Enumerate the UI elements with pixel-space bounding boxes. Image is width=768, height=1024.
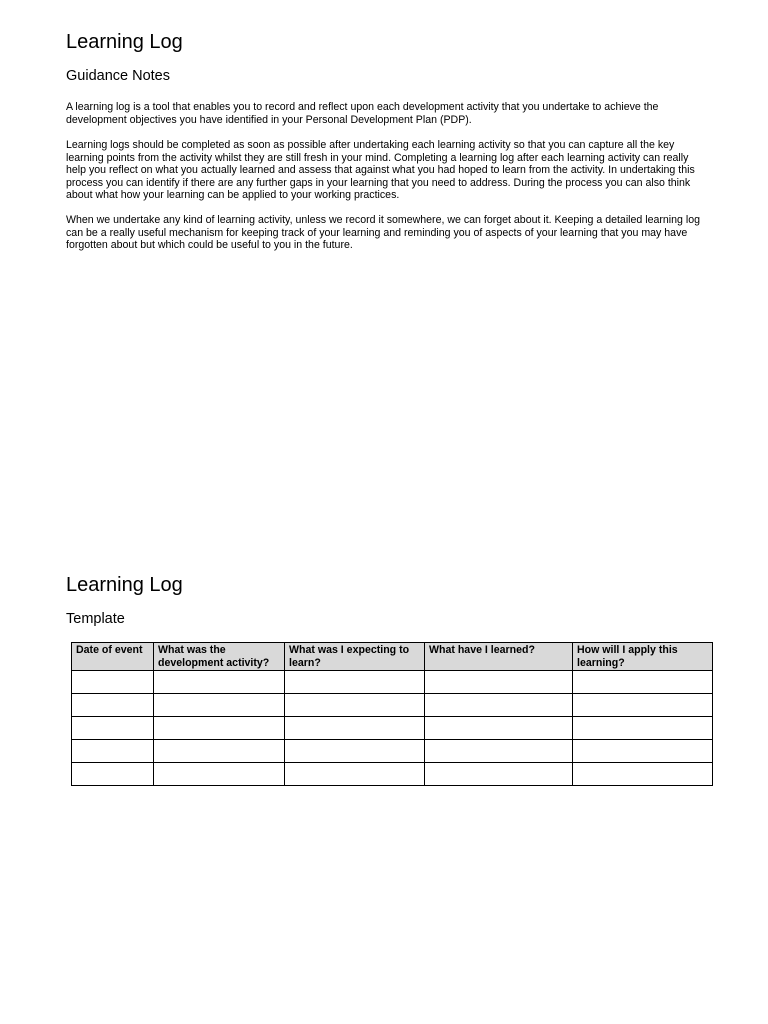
table-cell[interactable] xyxy=(573,717,713,740)
column-header-learned: What have I learned? xyxy=(425,643,573,671)
table-cell[interactable] xyxy=(425,694,573,717)
table-cell[interactable] xyxy=(425,717,573,740)
table-row xyxy=(72,763,713,786)
table-cell[interactable] xyxy=(154,694,285,717)
table-cell[interactable] xyxy=(72,694,154,717)
guidance-paragraph: When we undertake any kind of learning activity, unless we record it somewhere, we can forget about it. Keeping a detailed learning log can be a really useful mechanism for keeping track of your learning and reminding you of aspects of your learning that you may have forgotten about but which could be useful to you in the future. xyxy=(66,214,701,252)
table-cell[interactable] xyxy=(573,694,713,717)
table-cell[interactable] xyxy=(425,671,573,694)
table-cell[interactable] xyxy=(285,763,425,786)
table-cell[interactable] xyxy=(72,763,154,786)
table-cell[interactable] xyxy=(425,763,573,786)
table-header-row xyxy=(72,643,713,671)
column-header-activity: What was the development activity? xyxy=(154,643,285,671)
table-cell[interactable] xyxy=(573,671,713,694)
page-title: Learning Log xyxy=(66,31,183,53)
table-cell[interactable] xyxy=(285,740,425,763)
table-cell[interactable] xyxy=(285,717,425,740)
table-cell[interactable] xyxy=(154,740,285,763)
table-cell[interactable] xyxy=(154,671,285,694)
learning-log-table xyxy=(71,642,713,786)
column-header-application: How will I apply this learning? xyxy=(573,643,713,671)
guidance-paragraph: Learning logs should be completed as soon as possible after undertaking each learning activity so that you can capture all the key learning points from the activity whilst they are still fresh in your mind. Completing a learning log after each learning activity can really help you reflect on what you actually learned and assess that against what you had hoped to learn from the activity. In undertaking this process you can identify if there are any further gaps in your learning that you need to address. During the process you can also think about what how your learning can be applied to your working practices. xyxy=(66,139,695,202)
guidance-subtitle: Guidance Notes xyxy=(66,68,170,84)
table-cell[interactable] xyxy=(573,740,713,763)
column-header-date: Date of event xyxy=(72,643,154,671)
table-row xyxy=(72,717,713,740)
table-cell[interactable] xyxy=(154,717,285,740)
table-cell[interactable] xyxy=(72,671,154,694)
template-title: Learning Log xyxy=(66,574,183,596)
table-row xyxy=(72,740,713,763)
guidance-paragraph: A learning log is a tool that enables you to record and reflect upon each development activity that you undertake to achieve the development objectives you have identified in your Personal Development Plan (PDP). xyxy=(66,101,659,126)
table-cell[interactable] xyxy=(154,763,285,786)
table-cell[interactable] xyxy=(285,671,425,694)
table-row xyxy=(72,671,713,694)
table-cell[interactable] xyxy=(573,763,713,786)
template-subtitle: Template xyxy=(66,611,125,627)
table-cell[interactable] xyxy=(425,740,573,763)
table-cell[interactable] xyxy=(72,740,154,763)
table-cell[interactable] xyxy=(72,717,154,740)
table-cell[interactable] xyxy=(285,694,425,717)
table-row xyxy=(72,694,713,717)
column-header-expectation: What was I expecting to learn? xyxy=(285,643,425,671)
